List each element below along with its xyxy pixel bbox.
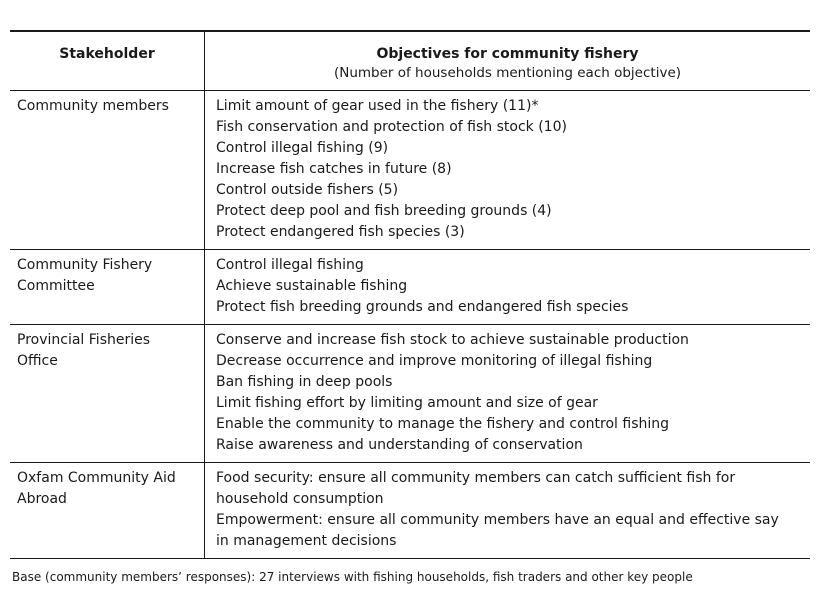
stakeholder-cell (10, 91, 205, 249)
objective-item: Protect fish breeding grounds and endangered fish species (216, 299, 629, 315)
objectives-cell (205, 463, 810, 558)
objective-item: in management decisions (216, 533, 397, 549)
objective-item: Control illegal fishing (9) (216, 140, 389, 156)
stakeholder-line: Provincial Fisheries (17, 332, 151, 348)
table-row (10, 91, 810, 250)
footnote: Base (community members’ responses): 27 interviews with fishing households, fish traders and other key people (12, 570, 693, 584)
objectives-table (10, 30, 810, 559)
objective-item: Fish conservation and protection of fish stock (10) (216, 119, 567, 135)
table-row (10, 325, 810, 463)
header-stakeholder-cell (10, 32, 205, 90)
stakeholder-line: Community Fishery (17, 257, 153, 273)
objective-item: Raise awareness and understanding of conservation (216, 437, 583, 453)
objectives-cell (205, 250, 810, 324)
header-objectives-cell (205, 32, 810, 90)
stakeholder-line: Office (17, 353, 58, 369)
stakeholder-line: Community members (17, 98, 169, 114)
objectives-cell (205, 325, 810, 462)
objective-item: Limit amount of gear used in the fishery (11)* (216, 98, 539, 114)
objective-item: Decrease occurrence and improve monitoring of illegal fishing (216, 353, 653, 369)
objective-item: Enable the community to manage the fishery and control fishing (216, 416, 670, 432)
header-objectives: Objectives for community fishery (376, 46, 639, 62)
objective-item: Protect deep pool and fish breeding grounds (4) (216, 203, 552, 219)
objective-item: Conserve and increase fish stock to achieve sustainable production (216, 332, 689, 348)
table-header-row (10, 32, 810, 91)
objective-item: Limit fishing effort by limiting amount and size of gear (216, 395, 598, 411)
stakeholder-cell (10, 325, 205, 462)
objective-item: Protect endangered fish species (3) (216, 224, 465, 240)
stakeholder-line: Abroad (17, 491, 67, 507)
objective-item: Increase fish catches in future (8) (216, 161, 452, 177)
table-row (10, 250, 810, 325)
objective-item: Control outside fishers (5) (216, 182, 399, 198)
objective-item: Empowerment: ensure all community members have an equal and effective say (216, 512, 779, 528)
stakeholder-cell (10, 250, 205, 324)
stakeholder-line: Committee (17, 278, 95, 294)
objective-item: Control illegal fishing (216, 257, 364, 273)
header-objectives-subtitle: (Number of households mentioning each objective) (333, 65, 682, 81)
objectives-cell (205, 91, 810, 249)
header-stakeholder: Stakeholder (59, 46, 155, 62)
table-row (10, 463, 810, 559)
objective-item: household consumption (216, 491, 384, 507)
objective-item: Achieve sustainable fishing (216, 278, 408, 294)
objective-item: Food security: ensure all community members can catch sufficient fish for (216, 470, 736, 486)
stakeholder-line: Oxfam Community Aid (17, 470, 176, 486)
stakeholder-cell (10, 463, 205, 558)
objective-item: Ban fishing in deep pools (216, 374, 393, 390)
